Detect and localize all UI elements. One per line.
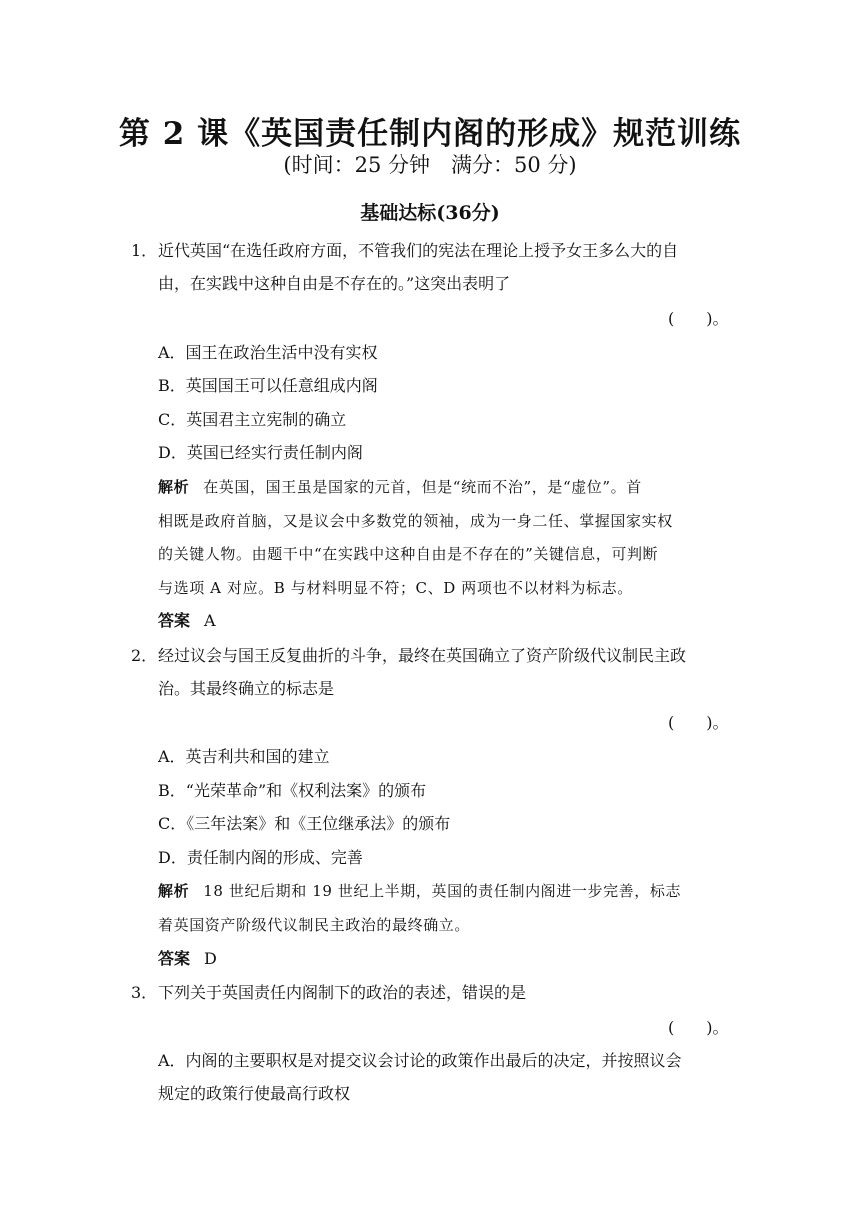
answer-label: 答案 xyxy=(158,611,191,630)
option-b: B．英国国王可以任意组成内阁 xyxy=(158,376,378,395)
option-c: C．英国君主立宪制的确立 xyxy=(158,410,347,429)
option-b: B．“光荣革命”和《权利法案》的颁布 xyxy=(158,781,427,800)
answer-line xyxy=(158,949,217,969)
answer-blank: ( )。 xyxy=(668,1018,729,1037)
question-stem-line: 经过议会与国王反复曲折的斗争，最终在英国确立了资产阶级代议制民主政 xyxy=(158,646,687,665)
analysis-line xyxy=(158,477,642,497)
option-a: A．英吉利共和国的建立 xyxy=(158,747,330,766)
time-score-subtitle: (时间：25 分钟 满分：50 分) xyxy=(283,153,577,177)
question-stem-line: 由，在实践中这种自由是不存在的。”这突出表明了 xyxy=(158,274,511,293)
answer-blank: ( )。 xyxy=(668,309,729,328)
section-heading: 基础达标(36分) xyxy=(360,202,500,224)
question-stem-line: 下列关于英国责任内阁制下的政治的表述，错误的是 xyxy=(158,983,527,1002)
answer-value: D xyxy=(204,949,217,968)
option-d: D．责任制内阁的形成、完善 xyxy=(158,848,363,867)
option-c: C．《三年法案》和《王位继承法》的颁布 xyxy=(158,814,451,833)
analysis-label: 解析 xyxy=(158,882,190,900)
answer-line xyxy=(158,611,216,631)
option-d: D．英国已经实行责任制内阁 xyxy=(158,443,363,462)
analysis-line: 着英国资产阶级代议制民主政治的最终确立。 xyxy=(158,916,471,934)
analysis-label: 解析 xyxy=(158,478,190,496)
option-a: A．国王在政治生活中没有实权 xyxy=(158,343,378,362)
question-number: 2． xyxy=(131,646,158,665)
analysis-line: 相既是政府首脑，又是议会中多数党的领袖，成为一身二任、掌握国家实权 xyxy=(158,512,673,530)
analysis-line: 与选项 A 对应。B 与材料明显不符；C、D 两项也不以材料为标志。 xyxy=(158,579,633,597)
question-number: 1． xyxy=(131,241,158,260)
question-stem-line: 近代英国“在选任政府方面，不管我们的宪法在理论上授予女王多么大的自 xyxy=(158,241,679,260)
analysis-text: 18 世纪后期和 19 世纪上半期，英国的责任制内阁进一步完善，标志 xyxy=(203,882,682,900)
option-a: A．内阁的主要职权是对提交议会讨论的政策作出最后的决定，并按照议会 xyxy=(158,1051,682,1070)
question-stem-line: 治。其最终确立的标志是 xyxy=(158,679,335,698)
page-title: 第 2 课《英国责任制内阁的形成》规范训练 xyxy=(118,116,742,152)
analysis-line: 的关键人物。由题干中“在实践中这种自由是不存在的”关键信息，可判断 xyxy=(158,545,659,563)
answer-value: A xyxy=(204,611,216,630)
answer-blank: ( )。 xyxy=(668,713,729,732)
analysis-line xyxy=(158,881,681,901)
answer-label: 答案 xyxy=(158,949,191,968)
option-continuation: 规定的政策行使最高行政权 xyxy=(158,1084,351,1103)
question-number: 3． xyxy=(131,983,158,1002)
analysis-text: 在英国，国王虽是国家的元首，但是“统而不治”，是“虚位”。首 xyxy=(203,478,642,496)
